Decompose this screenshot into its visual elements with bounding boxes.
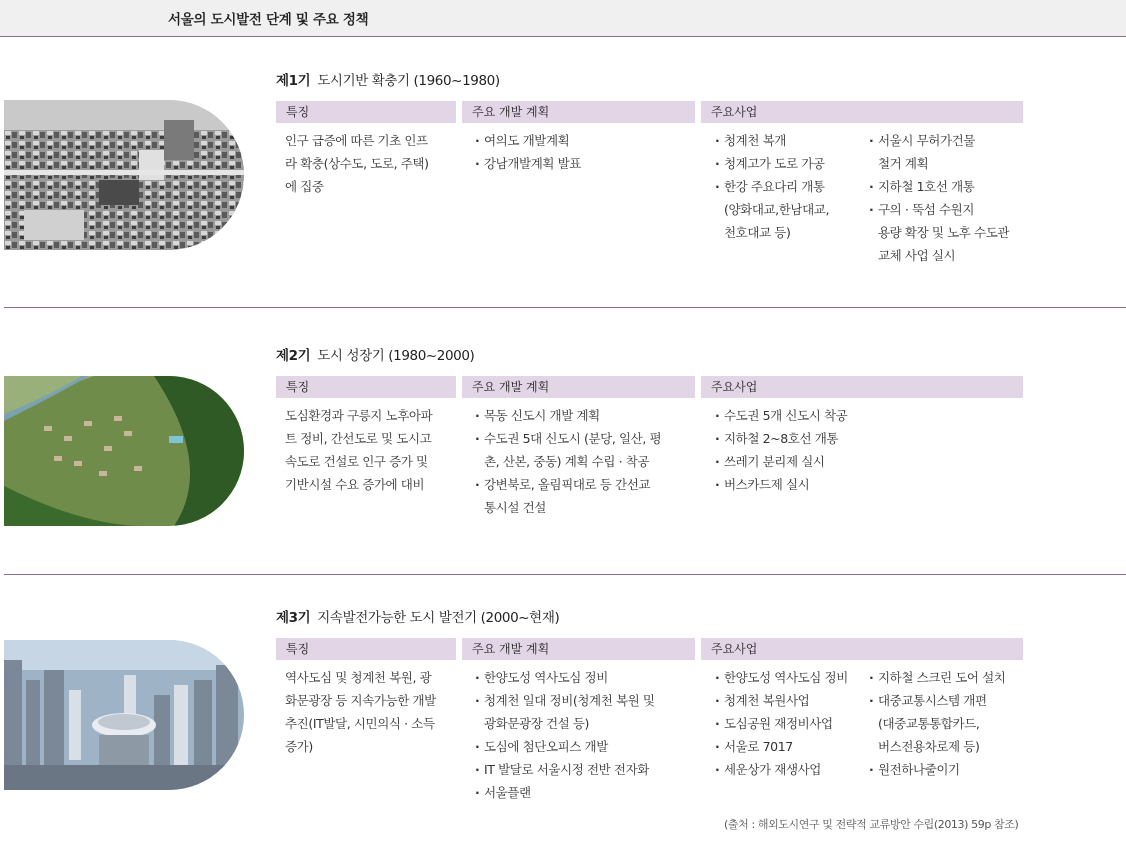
text-line: 쓰레기 분리제 실시: [724, 454, 825, 469]
text-line: 역사도심 및 청계천 복원, 광: [285, 670, 432, 685]
text-line: 한양도성 역사도심 정비: [724, 670, 848, 685]
text-line: 지하철 스크린 도어 설치: [878, 670, 1006, 685]
text-line: 원전하나줄이기: [878, 762, 960, 777]
list-item: [474, 689, 696, 735]
list-item: [474, 781, 696, 804]
section-divider: [4, 574, 1126, 575]
phase-label: 제2기: [276, 348, 311, 364]
phase-1-feature: [285, 129, 457, 198]
list-item: [474, 666, 696, 689]
list-item: [714, 152, 864, 175]
text-line: 용량 확장 및 노후 수도관: [878, 225, 1010, 240]
text-line: 증가): [285, 739, 313, 754]
list-item: [714, 712, 868, 735]
text-line: 인구 급증에 따른 기초 인프: [285, 133, 428, 148]
text-line: 추진(IT발달, 시민의식 · 소득: [285, 716, 435, 731]
text-line: 트 정비, 간선도로 및 도시고: [285, 431, 432, 446]
text-line: 철거 계획: [878, 156, 929, 171]
text-line: · 대중교통시스템 개편: [878, 693, 987, 708]
phase-3-title: [276, 606, 559, 626]
text-line: 한양도성 역사도심 정비: [484, 670, 608, 685]
text-line: 수도권 5개 신도시 착공: [724, 408, 848, 423]
list-item: [714, 129, 864, 152]
phase-name: 지속발전가능한 도시 발전기 (2000~현재): [317, 610, 560, 626]
phase-3-plan: [474, 666, 696, 804]
column-header-projects: 주요사업: [701, 638, 1023, 660]
phase-name: 도시 성장기 (1980~2000): [317, 348, 475, 364]
text-line: 세운상가 재생사업: [724, 762, 821, 777]
phase-2-feature: [285, 404, 457, 496]
list-item: [474, 735, 696, 758]
page-title: 서울의 도시발전 단계 및 주요 정책: [168, 12, 369, 28]
source-citation: (출처 : 해외도시연구 및 전략적 교류방안 수립(2013) 59p 참조): [724, 818, 1019, 831]
list-item: [474, 473, 696, 519]
text-line: 도심에 첨단오피스 개발: [484, 739, 608, 754]
text-line: · 한강 주요다리 개통: [724, 179, 825, 194]
list-item: [714, 473, 874, 496]
column-header-plan: 주요 개발 계획: [462, 638, 695, 660]
list-item: [474, 758, 696, 781]
phase-name: 도시기반 확충기 (1960~1980): [317, 73, 500, 89]
phase-3-feature: [285, 666, 457, 758]
list-item: [714, 404, 874, 427]
text-line: 서울로 7017: [724, 739, 793, 754]
text-line: · 강변북로, 올림픽대로 등 간선교: [484, 477, 651, 492]
text-line: 버스전용차로제 등): [878, 739, 980, 754]
text-line: 통시설 건설: [484, 500, 546, 515]
list-item: [714, 758, 868, 781]
list-item: [714, 450, 874, 473]
photo-phase-1-city-aerial: [4, 100, 244, 250]
column-header-projects: 주요사업: [701, 101, 1023, 123]
phase-1-title: [276, 69, 500, 89]
text-line: 광화문광장 건설 등): [484, 716, 590, 731]
list-item: [474, 427, 696, 473]
text-line: 교체 사업 실시: [878, 248, 956, 263]
phase-2-title: [276, 344, 474, 364]
text-line: 도심공원 재정비사업: [724, 716, 833, 731]
photo-phase-2-new-town: [4, 376, 244, 526]
list-item: [714, 427, 874, 450]
phase-1-plan: [474, 129, 694, 175]
text-line: 지하철 2~8호선 개통: [724, 431, 839, 446]
column-header-projects: 주요사업: [701, 376, 1023, 398]
list-item: [868, 666, 1026, 689]
text-line: 라 확충(상수도, 도로, 주택): [285, 156, 429, 171]
text-line: 천호대교 등): [724, 225, 791, 240]
text-line: 서울플랜: [484, 785, 531, 800]
text-line: 에 집중: [285, 179, 324, 194]
text-line: (대중교통통합카드,: [878, 716, 980, 731]
text-line: 화문광장 등 지속가능한 개발: [285, 693, 436, 708]
list-item: [868, 689, 1026, 758]
text-line: 기반시설 수요 증가에 대비: [285, 477, 425, 492]
phase-1-projects-right: [868, 129, 1026, 267]
phase-2-projects-left: [714, 404, 874, 496]
list-item: [714, 735, 868, 758]
text-line: 청계천 복개: [724, 133, 786, 148]
header-bar: [0, 0, 1126, 37]
text-line: 버스카드제 실시: [724, 477, 810, 492]
column-header-feature: 특징: [276, 101, 456, 123]
text-line: 여의도 개발계획: [484, 133, 570, 148]
phase-label: 제1기: [276, 73, 311, 89]
list-item: [714, 175, 864, 244]
text-line: · 청계천 일대 정비(청계천 복원 및: [484, 693, 655, 708]
text-line: 목동 신도시 개발 계획: [484, 408, 600, 423]
text-line: 도심환경과 구릉지 노후아파: [285, 408, 433, 423]
phase-1-projects-left: [714, 129, 864, 244]
list-item: [474, 152, 694, 175]
list-item: [868, 198, 1026, 267]
column-header-feature: 특징: [276, 376, 456, 398]
list-item: [474, 404, 696, 427]
text-line: · 구의 · 뚝섬 수원지: [878, 202, 975, 217]
column-header-plan: 주요 개발 계획: [462, 101, 695, 123]
text-line: 강남개발계획 발표: [484, 156, 581, 171]
phase-2-plan: [474, 404, 696, 519]
text-line: 지하철 1호선 개통: [878, 179, 975, 194]
list-item: [474, 129, 694, 152]
text-line: 촌, 산본, 중동) 계획 수립 · 착공: [484, 454, 650, 469]
list-item: [714, 666, 868, 689]
text-line: 청계고가 도로 가공: [724, 156, 825, 171]
phase-label: 제3기: [276, 610, 311, 626]
text-line: · 수도권 5대 신도시 (분당, 일산, 평: [484, 431, 662, 446]
list-item: [868, 129, 1026, 175]
list-item: [868, 175, 1026, 198]
phase-3-projects-left: [714, 666, 868, 781]
column-header-plan: 주요 개발 계획: [462, 376, 695, 398]
photo-phase-3-downtown: [4, 640, 244, 790]
text-line: (양화대교,한남대교,: [724, 202, 830, 217]
text-line: IT 발달로 서울시정 전반 전자화: [484, 762, 649, 777]
text-line: 속도로 건설로 인구 증가 및: [285, 454, 428, 469]
phase-3-projects-right: [868, 666, 1026, 781]
column-header-feature: 특징: [276, 638, 456, 660]
section-divider: [4, 307, 1126, 308]
list-item: [868, 758, 1026, 781]
text-line: · 서울시 무허가건물: [878, 133, 975, 148]
text-line: 청계천 복원사업: [724, 693, 810, 708]
list-item: [714, 689, 868, 712]
